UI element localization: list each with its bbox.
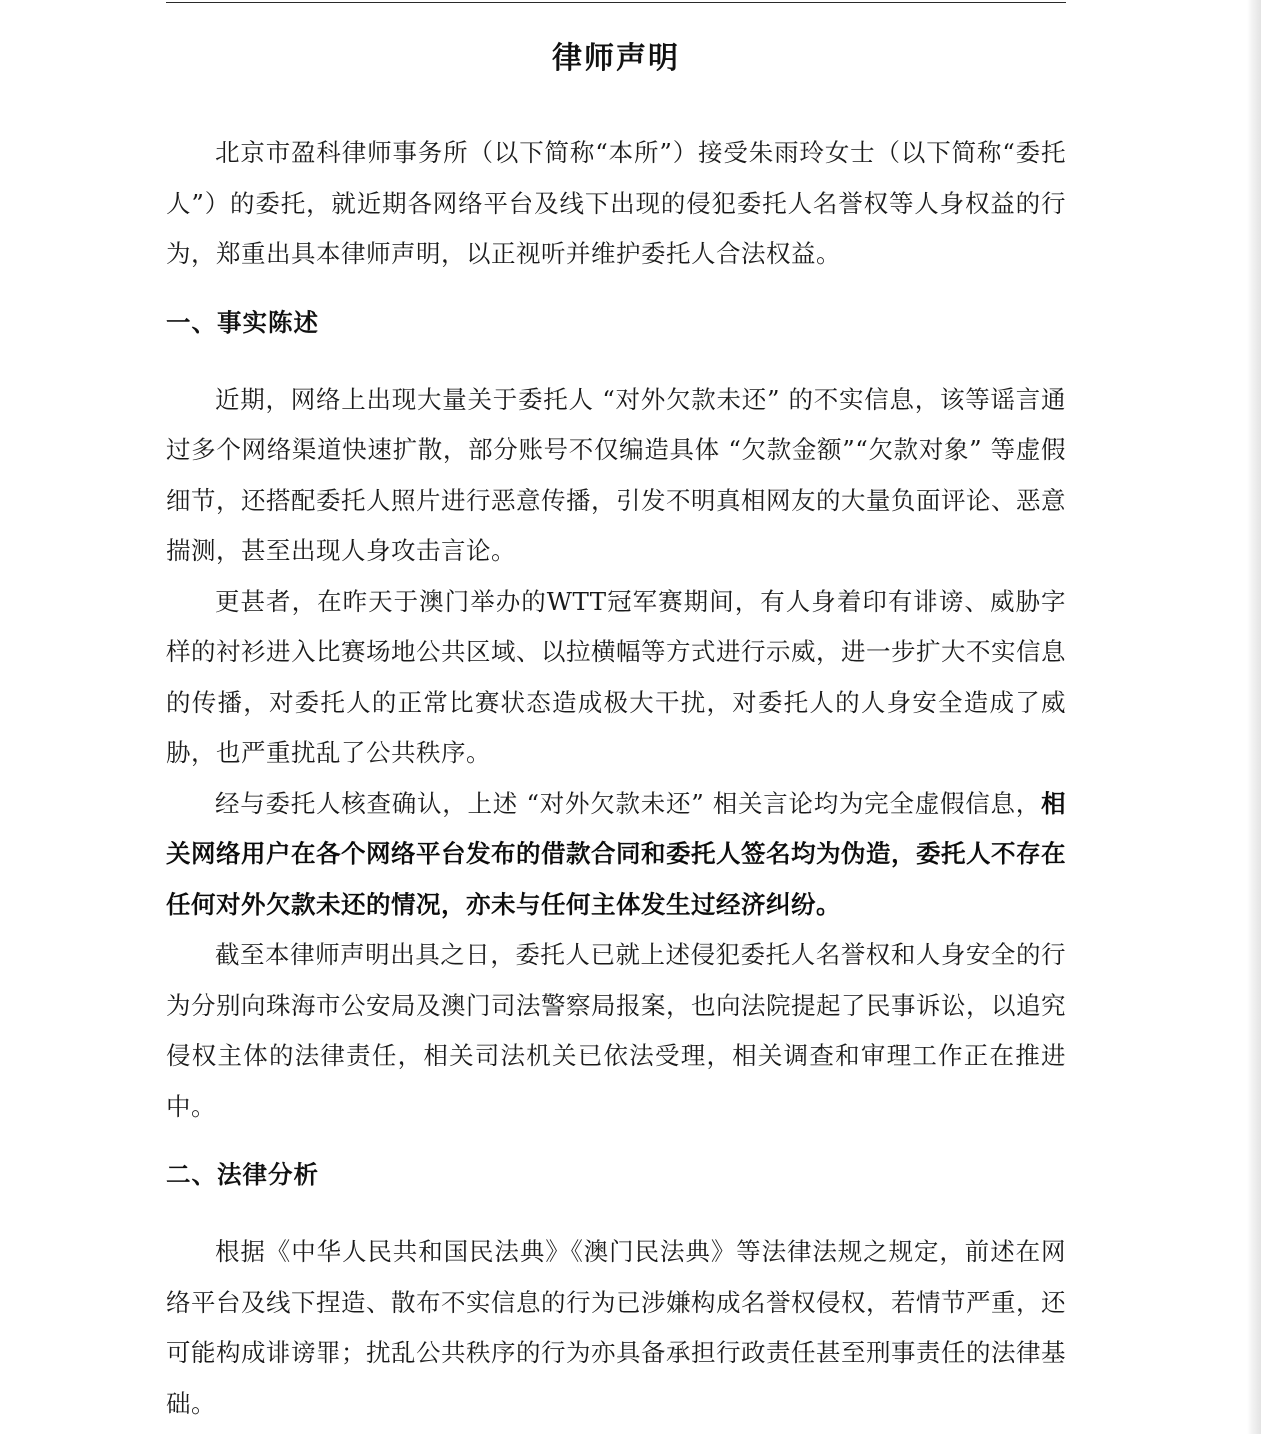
section-heading-facts: 一、事实陈述 — [166, 307, 319, 337]
facts-paragraph-1: 近期，网络上出现大量关于委托人 “对外欠款未还” 的不实信息，该等谣言通过多个网络渠道快速扩散，部分账号不仅编造具体 “欠款金额”“欠款对象” 等虚假细节，还搭配委托人照片进行恶意传播，引发不明真相网友的大量负面评论、恶意揣测，甚至出现人身攻击言论。 — [166, 384, 1066, 565]
document-page — [166, 36, 1066, 1429]
facts-paragraph-3 — [166, 779, 1066, 931]
facts-paragraph-4: 截至本律师声明出具之日，委托人已就上述侵犯委托人名誉权和人身安全的行为分别向珠海市公安局及澳门司法警察局报案，也向法院提起了民事诉讼，以追究侵权主体的法律责任，相关司法机关已依法受理，相关调查和审理工作正在推进中。 — [166, 940, 1066, 1121]
document-title: 律师声明 — [552, 41, 680, 76]
facts-paragraph-3-text: 经与委托人核查确认，上述 “对外欠款未还” 相关言论均为完全虚假信息， — [215, 788, 1041, 818]
legal-analysis-paragraph-1: 根据《中华人民共和国民法典》《澳门民法典》等法律法规之规定，前述在网络平台及线下捏造、散布不实信息的行为已涉嫌构成名誉权侵权，若情节严重，还可能构成诽谤罪；扰乱公共秩序的行为亦具备承担行政责任甚至刑事责任的法律基础。 — [166, 1237, 1066, 1418]
intro-paragraph: 北京市盈科律师事务所（以下简称“本所”）接受朱雨玲女士（以下简称“委托人”）的委托，就近期各网络平台及线下出现的侵犯委托人名誉权等人身权益的行为，郑重出具本律师声明，以正视听并维护委托人合法权益。 — [166, 138, 1066, 268]
facts-paragraph-3-bold-text: 相关网络用户在各个网络平台发布的借款合同和委托人签名均为伪造，委托人不存在任何对外欠款未还的情况，亦未与任何主体发生过经济纠纷。 — [166, 788, 1066, 919]
top-rule — [166, 2, 1066, 3]
page-edge-shadow — [1247, 0, 1261, 1434]
facts-paragraph-2: 更甚者，在昨天于澳门举办的WTT冠军赛期间，有人身着印有诽谤、威胁字样的衬衫进入比赛场地公共区域、以拉横幅等方式进行示威，进一步扩大不实信息的传播，对委托人的正常比赛状态造成极大干扰，对委托人的人身安全造成了威胁，也严重扰乱了公共秩序。 — [166, 586, 1066, 767]
section-heading-legal-analysis: 二、法律分析 — [166, 1160, 319, 1189]
